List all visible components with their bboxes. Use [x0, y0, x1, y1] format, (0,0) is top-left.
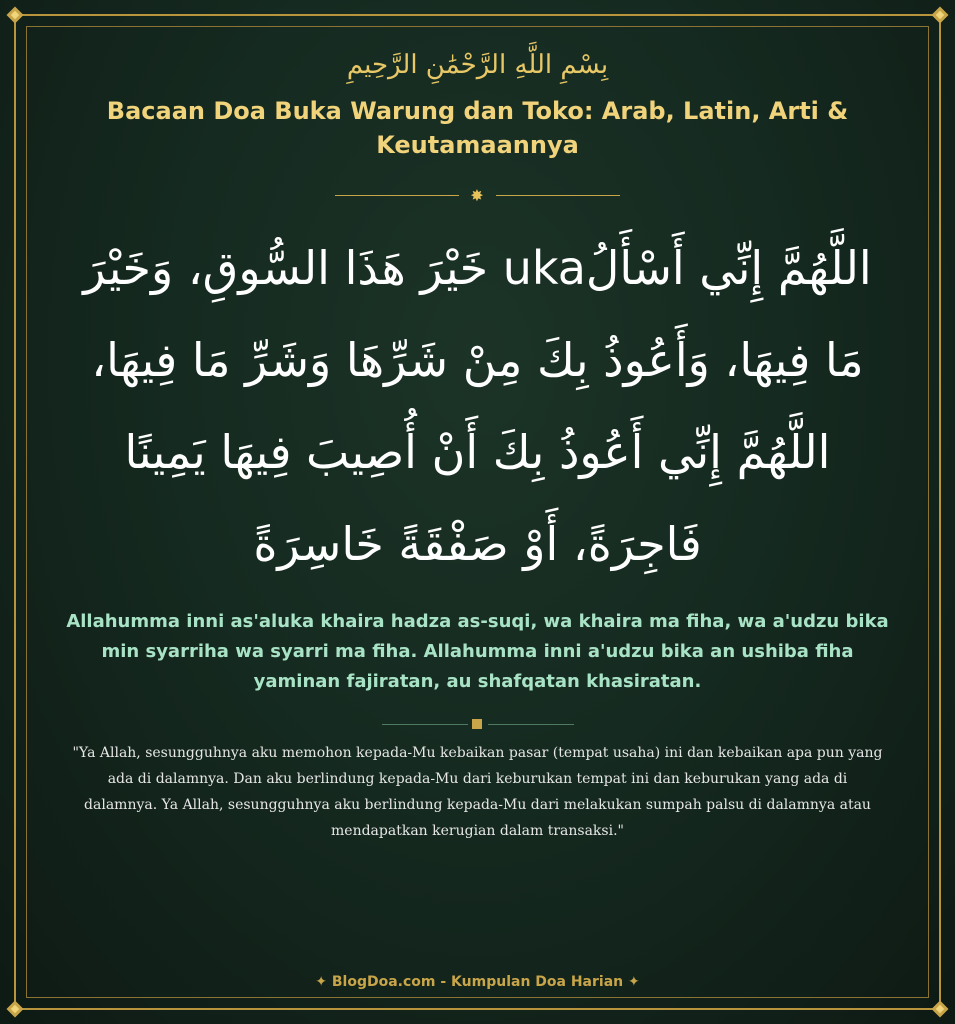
page-title: Bacaan Doa Buka Warung dan Toko: Arab, Latin, Arti & Keutamaannya	[106, 97, 849, 159]
top-divider	[335, 188, 620, 204]
translation-text: "Ya Allah, sesungguhnya aku memohon kepada-Mu kebaikan pasar (tempat usaha) ini dan kebaikan apa pun yang ada di dalamnya. Dan aku berlindung kepada-Mu dari keburukan tempat ini dan keburukan yang ada di dalamnya. Ya Allah, sesungguhnya aku berlindung kepada-Mu dari melakukan sumpah palsu di dalamnya atau mendapatkan kerugian dalam transaksi."	[72, 745, 883, 839]
diamond-icon	[472, 719, 482, 729]
divider-line	[382, 724, 468, 725]
divider-line	[496, 195, 620, 196]
middle-divider	[382, 718, 574, 730]
divider-line	[488, 724, 574, 725]
ornament-star-icon: ✸	[470, 186, 484, 205]
arabic-doa-text: اللَّهُمَّ إِنِّي أَسْأَلُuka خَيْرَ هَذَا السُّوقِ، وَخَيْرَ مَا فِيهَا، وَأَعُوذُ بِكَ مِنْ شَرِّهَا وَشَرِّ مَا فِيهَا، اللَّهُمَّ إِنِّي أَعُوذُ بِكَ أَنْ أُصِيبَ فِيهَا يَمِينًا فَاجِرَةً، أَوْ صَفْقَةً خَاسِرَةً	[83, 241, 872, 571]
bismillah-heading: بِسْمِ اللَّهِ الرَّحْمَٰنِ الرَّحِيمِ	[346, 50, 609, 80]
divider-line	[335, 195, 459, 196]
footer-credit: ✦ BlogDoa.com - Kumpulan Doa Harian ✦	[315, 974, 640, 990]
latin-transliteration: Allahumma inni as'aluka khaira hadza as-suqi, wa khaira ma fiha, wa a'udzu bika min syarriha wa syarri ma fiha. Allahumma inni a'udzu bika an ushiba fiha yaminan fajiratan, au shafqatan khasiratan.	[66, 611, 889, 692]
